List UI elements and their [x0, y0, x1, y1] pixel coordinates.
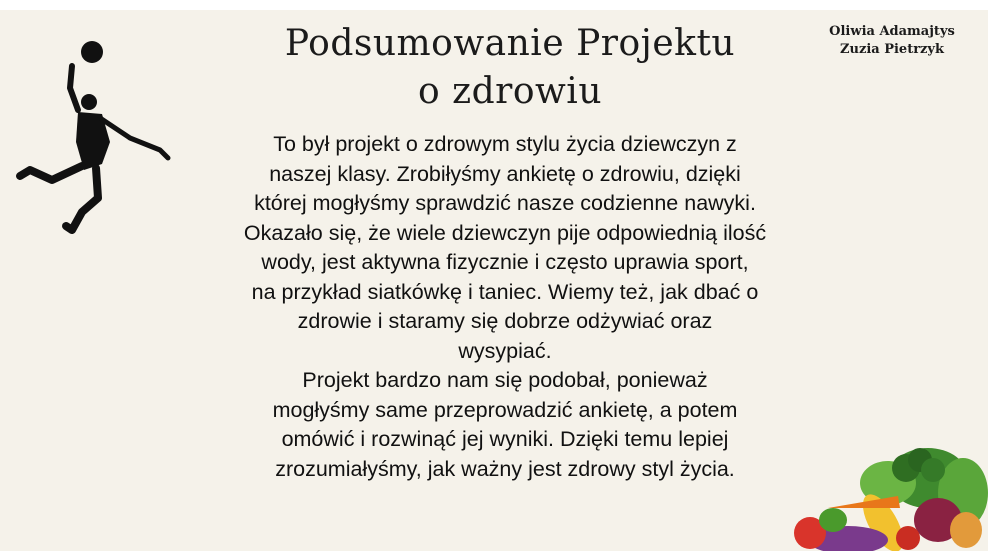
body-line: zrozumiałyśmy, jak ważny jest zdrowy styl życia.	[275, 456, 735, 481]
author-1: Oliwia Adamajtys	[829, 24, 955, 39]
body-line: wysypiać.	[458, 338, 552, 363]
body-line: zdrowie i staramy się dobrze odżywiać oraz	[297, 309, 713, 333]
body-line: naszej klasy. Zrobiłyśmy ankietę o zdrowiu, dzięki	[269, 161, 741, 186]
body-line: omówić i rozwinąć jej wyniki. Dzięki temu lepiej	[281, 427, 729, 451]
body-line: mogłyśmy same przeprowadzić ankietę, a potem	[272, 397, 738, 422]
body-line: której mogłyśmy sprawdzić nasze codzienne nawyki.	[254, 191, 756, 215]
vegetables-illustration	[788, 438, 988, 551]
body-line: Projekt bardzo nam się podobał, ponieważ	[302, 368, 708, 392]
body-line: To był projekt o zdrowym stylu życia dziewczyn z	[273, 132, 737, 156]
body-line: na przykład siatkówkę i taniec. Wiemy też, jak dbać o	[251, 279, 759, 304]
body-line: wody, jest aktywna fizycznie i często uprawia sport,	[261, 250, 749, 274]
slide	[0, 10, 988, 551]
title-line-2: o zdrowiu	[417, 71, 603, 112]
author-2: Zuzia Pietrzyk	[840, 42, 944, 57]
title-line-1: Podsumowanie Projektu	[284, 23, 736, 64]
authors	[812, 23, 972, 59]
slide-title	[240, 20, 780, 116]
body-line: Okazało się, że wiele dziewczyn pije odpowiednią ilość	[243, 220, 767, 245]
volleyball-player-silhouette	[12, 30, 182, 240]
body-text	[175, 130, 835, 484]
